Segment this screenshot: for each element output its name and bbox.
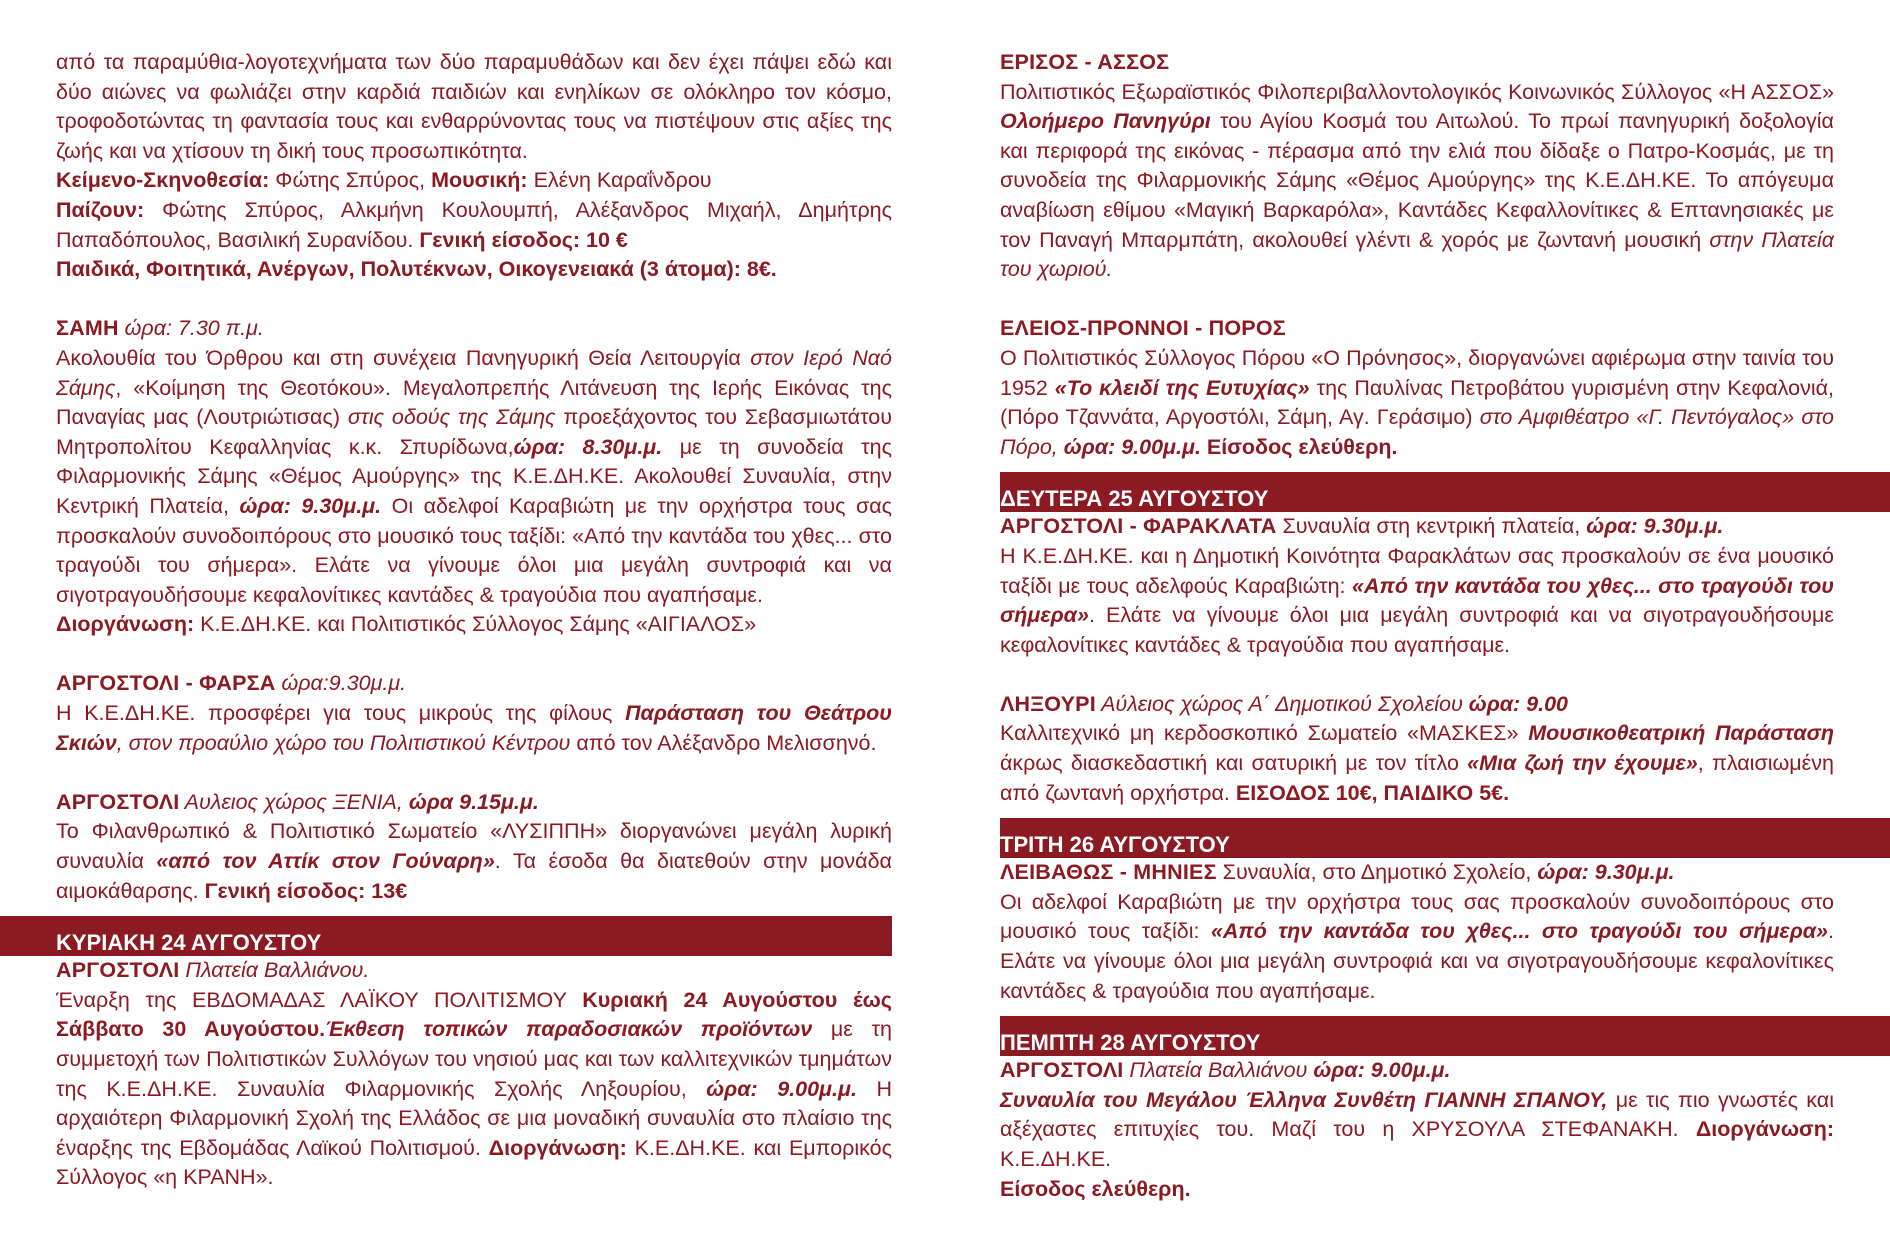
right-column [1000,48,1834,1204]
event-xenia: ΑΡΓΟΣΤΟΛΙ Αυλειος χώρος ΞΕΝΙΑ, ώρα 9.15μ.μ. Το Φιλανθρωπικό & Πολιτιστικό Σωματείο «ΛΥΣΙΠΠΗ» διοργανώνει μεγάλη λυρική συναυλία «από τον Αττίκ στον Γούναρη». Τα έσοδα θα διατεθούν στην μονάδα αιμοκάθαρσης. Γενική είσοδος: 13€ [56,789,892,903]
event-title: ΑΡΓΟΣΤΟΛΙ [1000,1058,1124,1083]
event-farsa: ΑΡΓΟΣΤΟΛΙ - ΦΑΡΣΑ ώρα:9.30μ.μ. Η Κ.Ε.ΔΗ.ΚΕ. προσφέρει για τους μικρούς της φίλους Παράσταση του Θεάτρου Σκιών, στον προαύλιο χώρο του Πολιτιστικού Κέντρου από τον Αλέξανδρο Μελισσηνό. [56,671,892,755]
event-poros: ΕΛΕΙΟΣ-ΠΡΟΝΝΟΙ - ΠΟΡΟΣ Ο Πολιτιστικός Σύλλογος Πόρου «Ο Πρόνησος», διοργανώνει αφιέρωμα στην ταινία του 1952 «Το κλειδί της Ευτυχίας» της Παυλίνας Πετροβάτου γυρισμένη στην Κεφαλονιά, (Πόρο Τζαννάτα, Αργοστόλι, Σάμη, Αγ. Γεράσιμο) στο Αμφιθέατρο «Γ. Πεντόγαλος» στο Πόρο, ώρα: 9.00μ.μ. Είσοδος ελεύθερη. [1000,316,1834,459]
day-banner: ΠΕΜΠΤΗ 28 ΑΥΓΟΥΣΤΟΥ [1000,1016,1890,1056]
event-lixouri: ΛΗΞΟΥΡΙ Αύλειος χώρος Α΄ Δημοτικού Σχολείου ώρα: 9.00 Καλλιτεχνικό μη κερδοσκοπικό Σωματείο «ΜΑΣΚΕΣ» Μουσικοθεατρική Παράσταση άκρως διασκεδαστική και σατυρική με τον τίτλο «Μια ζωή την έχουμε», πλαισιωμένη από ζωντανή ορχήστρα. ΕΙΣΟΔΟΣ 10€, ΠΑΙΔΙΚΟ 5€. [1000,691,1834,805]
event-spanos: ΑΡΓΟΣΤΟΛΙ Πλατεία Βαλλιάνου ώρα: 9.00μ.μ. Συναυλία του Μεγάλου Έλληνα Συνθέτη ΓΙΑΝΝΗ ΣΠΑΝΟΥ, με τις πιο γνωστές και αξέχαστες επιτυχίες του. Μαζί του η ΧΡΥΣΟΥΛΑ ΣΤΕΦΑΝΑΚΗ. Διοργάνωση: Κ.Ε.ΔΗ.ΚΕ. Είσοδος ελεύθερη. [1000,1058,1835,1201]
event-title: ΛΗΞΟΥΡΙ [1000,691,1096,716]
day-banner: ΚΥΡΙΑΚΗ 24 ΑΥΓΟΥΣΤΟΥ [0,916,892,956]
event-sunday: ΑΡΓΟΣΤΟΛΙ Πλατεία Βαλλιάνου. Έναρξη της ΕΒΔΟΜΑΔΑΣ ΛΑΪΚΟΥ ΠΟΛΙΤΙΣΜΟΥ Κυριακή 24 Αυγούστου έως Σάββατο 30 Αυγούστου.Έκθεση τοπικών παραδοσιακών προϊόντων με τη συμμετοχή των Πολιτιστικών Συλλόγων του νησιού μας και των καλλιτεχνικών τμημάτων της Κ.Ε.ΔΗ.ΚΕ. Συναυλία Φιλαρμονικής Σχολής Ληξουρίου, ώρα: 9.00μ.μ. Η αρχαιότερη Φιλαρμονική Σχολή της Ελλάδος σε μια μοναδική συναυλία στο πλαίσιο της έναρξης της Εβδομάδας Λαϊκού Πολιτισμού. Διοργάνωση: Κ.Ε.ΔΗ.ΚΕ. και Εμπορικός Σύλλογος «η ΚΡΑΝΗ». [56,958,892,1190]
event-title: ΑΡΓΟΣΤΟΛΙ - ΦΑΡΣΑ [56,671,276,696]
event-title: ΑΡΓΟΣΤΟΛΙ [56,789,180,814]
event-title: ΕΛΕΙΟΣ-ΠΡΟΝΝΟΙ - ΠΟΡΟΣ [1000,316,1286,341]
event-mhnies: ΛΕΙΒΑΘΩΣ - ΜΗΝΙΕΣ Συναυλία, στο Δημοτικό Σχολείο, ώρα: 9.30μ.μ. Οι αδελφοί Καραβιώτη με την ορχήστρα τους σας προσκαλούν συνοδοιπόρους στο μουσικό τους ταξίδι: «Από την καντάδα του χθες... στο τραγούδι του σήμερα». Ελάτε να γίνουμε όλοι μια μεγάλη συντροφιά και να σιγοτραγουδήσουμε κεφαλονίτικες καντάδες & τραγούδια που αγαπήσαμε. [1000,860,1834,1003]
event-title: ΑΡΓΟΣΤΟΛΙ [56,958,180,983]
day-banner: ΔΕΥΤΕΡΑ 25 ΑΥΓΟΥΣΤΟΥ [1000,472,1890,512]
left-column [56,48,892,1193]
event-title: ΕΡΙΣΟΣ - ΑΣΣΟΣ [1000,50,1170,74]
event-title: ΑΡΓΟΣΤΟΛΙ - ΦΑΡΑΚΛΑΤΑ [1000,514,1277,539]
event-title: ΛΕΙΒΑΘΩΣ - ΜΗΝΙΕΣ [1000,860,1217,885]
event-assos: ΕΡΙΣΟΣ - ΑΣΣΟΣ Πολιτιστικός Εξωραϊστικός Φιλοπεριβαλλοντολογικός Κοινωνικός Σύλλογος «Η ΑΣΣΟΣ» Ολοήμερο Πανηγύρι του Αγίου Κοσμά του Αιτωλού. Το πρωί πανηγυρική δοξολογία και περιφορά της εικόνας - πέρασμα από την ελιά που δίδαξε ο Πατρο-Κοσμάς, με τη συνοδεία της Φιλαρμονικής Σάμης «Θέμος Αμούργης» της Κ.Ε.ΔΗ.ΚΕ. Το απόγευμα αναβίωση εθίμου «Μαγική Βαρκαρόλα», Καντάδες Κεφαλλονίτικες & Επτανησιακές με τον Παναγή Μπαρμπάτη, ακολουθεί γλέντι & χορός με ζωντανή μουσική στην Πλατεία του χωριού. [1000,50,1834,282]
event-faraklata: ΑΡΓΟΣΤΟΛΙ - ΦΑΡΑΚΛΑΤΑ Συναυλία στη κεντρική πλατεία, ώρα: 9.30μ.μ. Η Κ.Ε.ΔΗ.ΚΕ. και η Δημοτική Κοινότητα Φαρακλάτων σας προσκαλούν σε ένα μουσικό ταξίδι με τους αδελφούς Καραβιώτη: «Από την καντάδα του χθες... στο τραγούδι του σήμερα». Ελάτε να γίνουμε όλοι μια μεγάλη συντροφιά και να σιγοτραγουδήσουμε κεφαλονίτικες καντάδες & τραγούδια που αγαπήσαμε. [1000,514,1835,657]
event-sami: ΣΑΜΗ ώρα: 7.30 π.μ. Ακολουθία του Όρθρου και στη συνέχεια Πανηγυρική Θεία Λειτουργία στον Ιερό Ναό Σάμης, «Κοίμηση της Θεοτόκου». Μεγαλοπρεπής Λιτάνευση της Ιερής Εικόνας της Παναγίας μας (Λουτριώτισας) στις οδούς της Σάμης προεξάχοντος του Σεβασμιωτάτου Μητροπολίτου Κεφαλληνίας κ.κ. Σπυρίδωνα,ώρα: 8.30μ.μ. με τη συνοδεία της Φιλαρμονικής Σάμης «Θέμος Αμούργης» της Κ.Ε.ΔΗ.ΚΕ. Ακολουθεί Συναυλία, στην Κεντρική Πλατεία, ώρα: 9.30μ.μ. Οι αδελφοί Καραβιώτη με την ορχήστρα τους σας προσκαλούν συνοδοιπόρους στο μουσικό τους ταξίδι: «Από την καντάδα του χθες... στο τραγούδι του σήμερα». Ελάτε να γίνουμε όλοι μια μεγάλη συντροφιά και να σιγοτραγουδήσουμε κεφαλονίτικες καντάδες & τραγούδια που αγαπήσαμε. Διοργάνωση: Κ.Ε.ΔΗ.ΚΕ. και Πολιτιστικός Σύλλογος Σάμης «ΑΙΓΙΑΛΟΣ» [56,316,893,637]
reduced-prices: Παιδικά, Φοιτητικά, Ανέργων, Πολυτέκνων, Οικογενειακά (3 άτομα): 8€. [56,257,777,282]
intro-paragraph: από τα παραμύθια-λογοτεχνήματα των δύο παραμυθάδων και δεν έχει πάψει εδώ και δύο αιώνες να φωλιάζει στην καρδιά παιδιών και ενηλίκων σε ολόκληρο τον κόσμο, τροφοδοτώντας τη φαντασία τους και ενθαρρύνοντας τους να πιστέψουν στις αξίες της ζωής και να χτίσουν τη δική τους προσωπικότητα. Κείμενο-Σκηνοθεσία: Φώτης Σπύρος, Μουσική: Ελένη Καραΐνδρου Παίζουν: Φώτης Σπύρος, Αλκμήνη Κουλουμπή, Αλέξανδρος Μιχαήλ, Δημήτρης Παπαδόπουλος, Βασιλική Συρανίδου. Γενική είσοδος: 10 € Παιδικά, Φοιτητικά, Ανέργων, Πολυτέκνων, Οικογενειακά (3 άτομα): 8€. [56,50,892,282]
event-title: ΣΑΜΗ [56,316,119,341]
day-banner: ΤΡΙΤΗ 26 ΑΥΓΟΥΣΤΟΥ [1000,818,1890,858]
